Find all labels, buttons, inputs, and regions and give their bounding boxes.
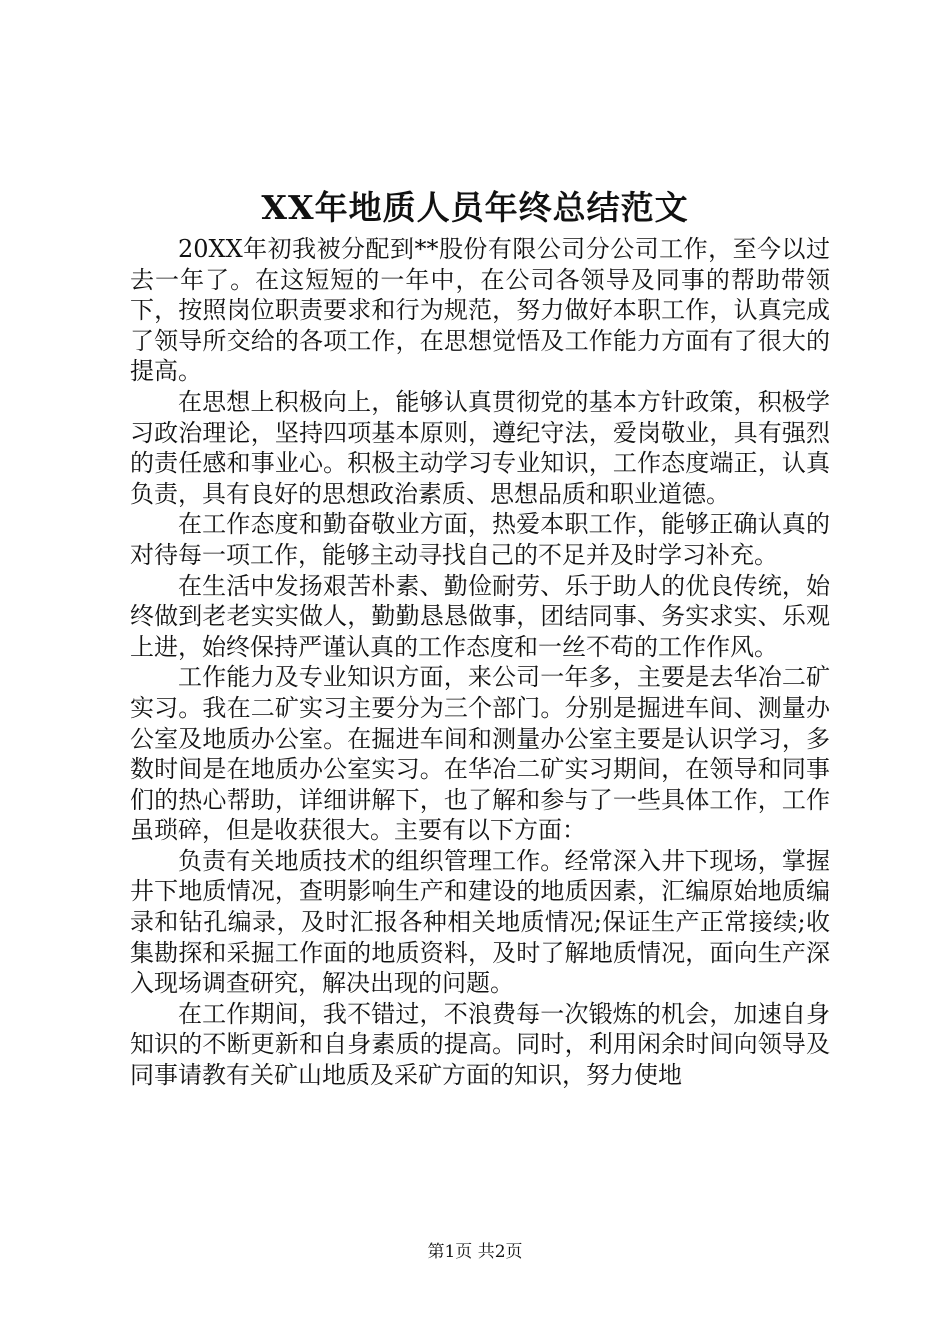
document-title: XX年地质人员年终总结范文 [261, 188, 689, 227]
paragraph-7: 在工作期间，我不错过，不浪费每一次锻炼的机会，加速自身知识的不断更新和自身素质的提高。同时，利用闲余时间向领导及同事请教有关矿山地质及采矿方面的知识，努力使地 [130, 999, 830, 1090]
paragraph-6: 负责有关地质技术的组织管理工作。经常深入井下现场，掌握井下地质情况，查明影响生产和建设的地质因素，汇编原始地质编录和钻孔编录，及时汇报各种相关地质情况;保证生产正常接续;收集勘探和采掘工作面的地质资料，及时了解地质情况，面向生产深入现场调查研究，解决出现的问题。 [130, 846, 830, 998]
paragraph-1: 20XX年初我被分配到**股份有限公司分公司工作，至今以过去一年了。在这短短的一年中，在公司各领导及同事的帮助带领下，按照岗位职责要求和行为规范，努力做好本职工作，认真完成了领导所交给的各项工作，在思想觉悟及工作能力方面有了很大的提高。 [130, 235, 830, 386]
page-footer: 第1页 共2页 [427, 1242, 523, 1262]
paragraph-4: 在生活中发扬艰苦朴素、勤俭耐劳、乐于助人的优良传统，始终做到老老实实做人，勤勤恳恳做事，团结同事、务实求实、乐观上进，始终保持严谨认真的工作态度和一丝不苟的工作作风。 [130, 571, 830, 661]
paragraph-3: 在工作态度和勤奋敬业方面，热爱本职工作，能够正确认真的对待每一项工作，能够主动寻找自己的不足并及时学习补充。 [130, 510, 830, 569]
paragraph-5: 工作能力及专业知识方面，来公司一年多，主要是去华冶二矿实习。我在二矿实习主要分为三个部门。分别是掘进车间、测量办公室及地质办公室。在掘进车间和测量办公室主要是认识学习，多数时间是在地质办公室实习。在华冶二矿实习期间，在领导和同事们的热心帮助，详细讲解下，也了解和参与了一些具体工作，工作虽琐碎，但是收获很大。主要有以下方面： [130, 663, 830, 845]
document-body [130, 234, 830, 1091]
paragraph-2: 在思想上积极向上，能够认真贯彻党的基本方针政策，积极学习政治理论，坚持四项基本原则，遵纪守法，爱岗敬业，具有强烈的责任感和事业心。积极主动学习专业知识，工作态度端正，认真负责，具有良好的思想政治素质、思想品质和职业道德。 [130, 387, 830, 508]
